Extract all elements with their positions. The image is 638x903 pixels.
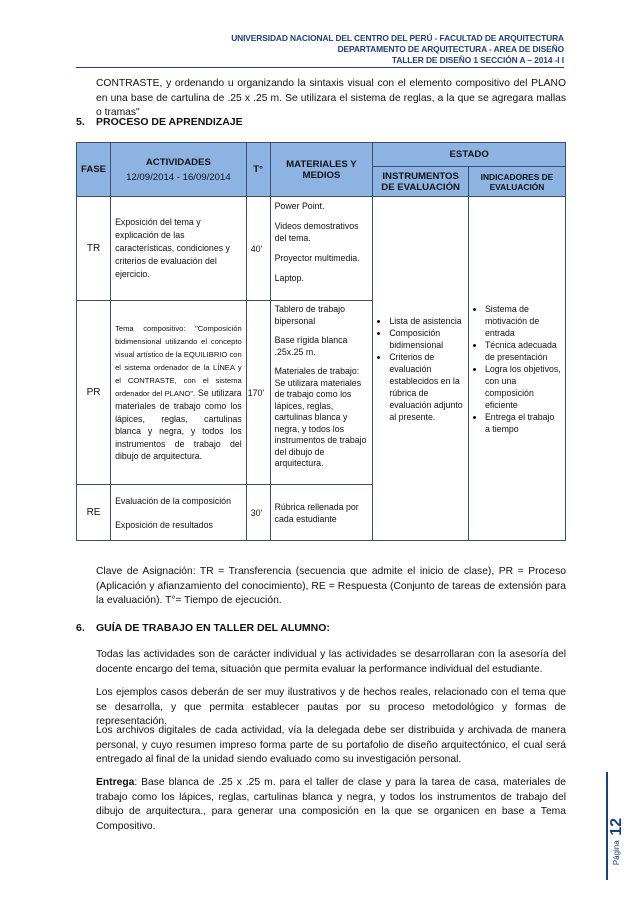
guide-paragraph-3: Los archivos digitales de cada actividad, vía la delegada debe ser distribuida y archivada de manera personal, y cuyo resumen impreso forma parte de su portafolio de diseño arquitectónico, el cual será entregado al final de la unidad siendo evaluado como su investigación personal. <box>96 725 566 765</box>
list-item: • Criterios de evaluación establecidos en la rúbrica de evaluación adjunto al presente. <box>389 351 464 423</box>
page-number <box>608 818 630 865</box>
header-t: T° <box>246 143 270 197</box>
actividad-tema: Tema compositivo: "Composición bidimensional utilizando el concepto visual artístico de la EQUILIBRIO con el sistema ordenador de la LÍNEA y el CONTRASTE, con el sistema ordenador del PLANO". <box>115 324 242 399</box>
material-item: Base rígida blanca .25x.25 m. <box>274 335 348 357</box>
actividad-cell <box>111 301 247 485</box>
entrega-paragraph <box>96 776 566 834</box>
page-label: Página <box>612 840 621 866</box>
time-cell: 170' <box>246 301 270 485</box>
material-item: Power Point. <box>274 201 325 211</box>
header-indicadores: INDICADORES DE EVALUACIÓN <box>468 167 565 197</box>
actividad-cell: Exposición del tema y explicación de las características, condiciones y criterios de evaluación del ejercicio. <box>111 197 247 301</box>
clave-paragraph: Clave de Asignación: TR = Transferencia (secuencia que admite el inicio de clase), PR = Proceso (Aplicación y afianzamiento del conocimiento), RE = Respuesta (Conjunto de tareas de extensión para la evaluación). T°= Tiempo de ejecución. <box>96 566 566 606</box>
actividad-item: Evaluación de la composición <box>115 495 231 506</box>
table-row-tr <box>77 197 566 301</box>
list-item: • Sistema de motivación de entrada <box>485 303 561 339</box>
header-course: TALLER DE DISEÑO 1 SECCIÓN A – 2014 -I I <box>391 55 564 65</box>
entrega-text: : Base blanca de .25 x .25 m. para el taller de clase y para la tarea de casa, materiales de trabajo como los lápices, reglas, cartulinas blanca y negra, y todos los instrumentos de trabajo del dibujo de arquitectura., para generar una composición en la que se organicen en base a Tema Compositivo. <box>96 777 566 832</box>
list-item: • Lista de asistencia <box>389 315 464 327</box>
time-cell: 40' <box>246 197 270 301</box>
section-6-title: GUÍA DE TRABAJO EN TALLER DEL ALUMNO: <box>96 622 330 634</box>
guide-paragraph-2: Los ejemplos casos deberán de ser muy ilustrativos y de hechos reales, relacionado con el tema que se desarrolla, y que permita establecer pautas por su proceso metodológico y formas de representación. <box>96 687 566 727</box>
indicadores-cell <box>468 197 565 541</box>
header-rule <box>76 67 564 68</box>
header-instrumentos: INSTRUMENTOS DE EVALUACIÓN <box>373 167 469 197</box>
list-item: • Composición bidimensional <box>389 327 464 351</box>
material-item: Tablero de trabajo bipersonal <box>274 304 345 326</box>
actividad-cell <box>111 485 247 541</box>
indicadores-list <box>473 303 561 435</box>
fase-cell: PR <box>77 301 111 485</box>
material-item: Materiales de trabajo: Se utilizara materiales de trabajo como los lápices, reglas, cartulinas blanca y negra, y todos los instrumentos de trabajo del dibujo de arquitectura. <box>274 366 367 468</box>
entrega-label: Entrega <box>96 777 135 788</box>
header-fase: FASE <box>77 143 111 197</box>
guide-paragraph-1: Todas las actividades son de carácter individual y las actividades se desarrollaran con la asesoría del docente encargo del tema, situación que permita evaluar la performance individual del estudiante. <box>96 649 566 675</box>
intro-paragraph: CONTRASTE, y ordenando u organizando la sintaxis visual con el elemento compositivo del PLANO en una base de cartulina de .25 x .25 m. Se utilizara el sistema de reglas, a la que se agregara mallas o tramas" <box>96 78 566 118</box>
header-department: DEPARTAMENTO DE ARQUITECTURA - AREA DE DISEÑO <box>337 44 564 54</box>
page-number-value: 12 <box>608 818 625 836</box>
header-fechas: 12/09/2014 - 16/09/2014 <box>126 171 231 183</box>
list-item: • Logra los objetivos, con una composición eficiente <box>485 363 561 411</box>
materiales-cell <box>270 301 373 485</box>
header-actividades <box>111 143 247 197</box>
actividad-item: Exposición de resultados <box>115 519 213 530</box>
section-5-number: 5. <box>76 116 85 128</box>
instrumentos-cell <box>373 197 469 541</box>
time-cell: 30' <box>246 485 270 541</box>
material-item: Proyector multimedia. <box>274 253 360 263</box>
learning-process-table <box>76 142 566 541</box>
header-materiales: MATERIALES Y MEDIOS <box>270 143 373 197</box>
list-item: • Técnica adecuada de presentación <box>485 339 561 363</box>
actividad-materiales: Se utilizara materiales de trabajo como los lápices, reglas, cartulinas blanca y negra, y todos los instrumentos de trabajo del dibujo de arquitectura. <box>115 388 242 462</box>
instrumentos-list <box>377 315 464 423</box>
materiales-cell <box>270 197 373 301</box>
material-item: Laptop. <box>274 273 304 283</box>
section-6-number: 6. <box>76 622 85 634</box>
fase-cell: RE <box>77 485 111 541</box>
material-item: Videos demostrativos del tema. <box>274 221 359 243</box>
materiales-cell: Rúbrica rellenada por cada estudiante <box>270 485 373 541</box>
header-actividades-label: ACTIVIDADES <box>145 156 211 168</box>
header-university: UNIVERSIDAD NACIONAL DEL CENTRO DEL PERÚ - FACULTAD DE ARQUITECTURA <box>231 33 564 43</box>
list-item: • Entrega el trabajo a tiempo <box>485 411 561 435</box>
section-5-title: PROCESO DE APRENDIZAJE <box>96 116 243 128</box>
header-estado: ESTADO <box>373 143 566 167</box>
fase-cell: TR <box>77 197 111 301</box>
